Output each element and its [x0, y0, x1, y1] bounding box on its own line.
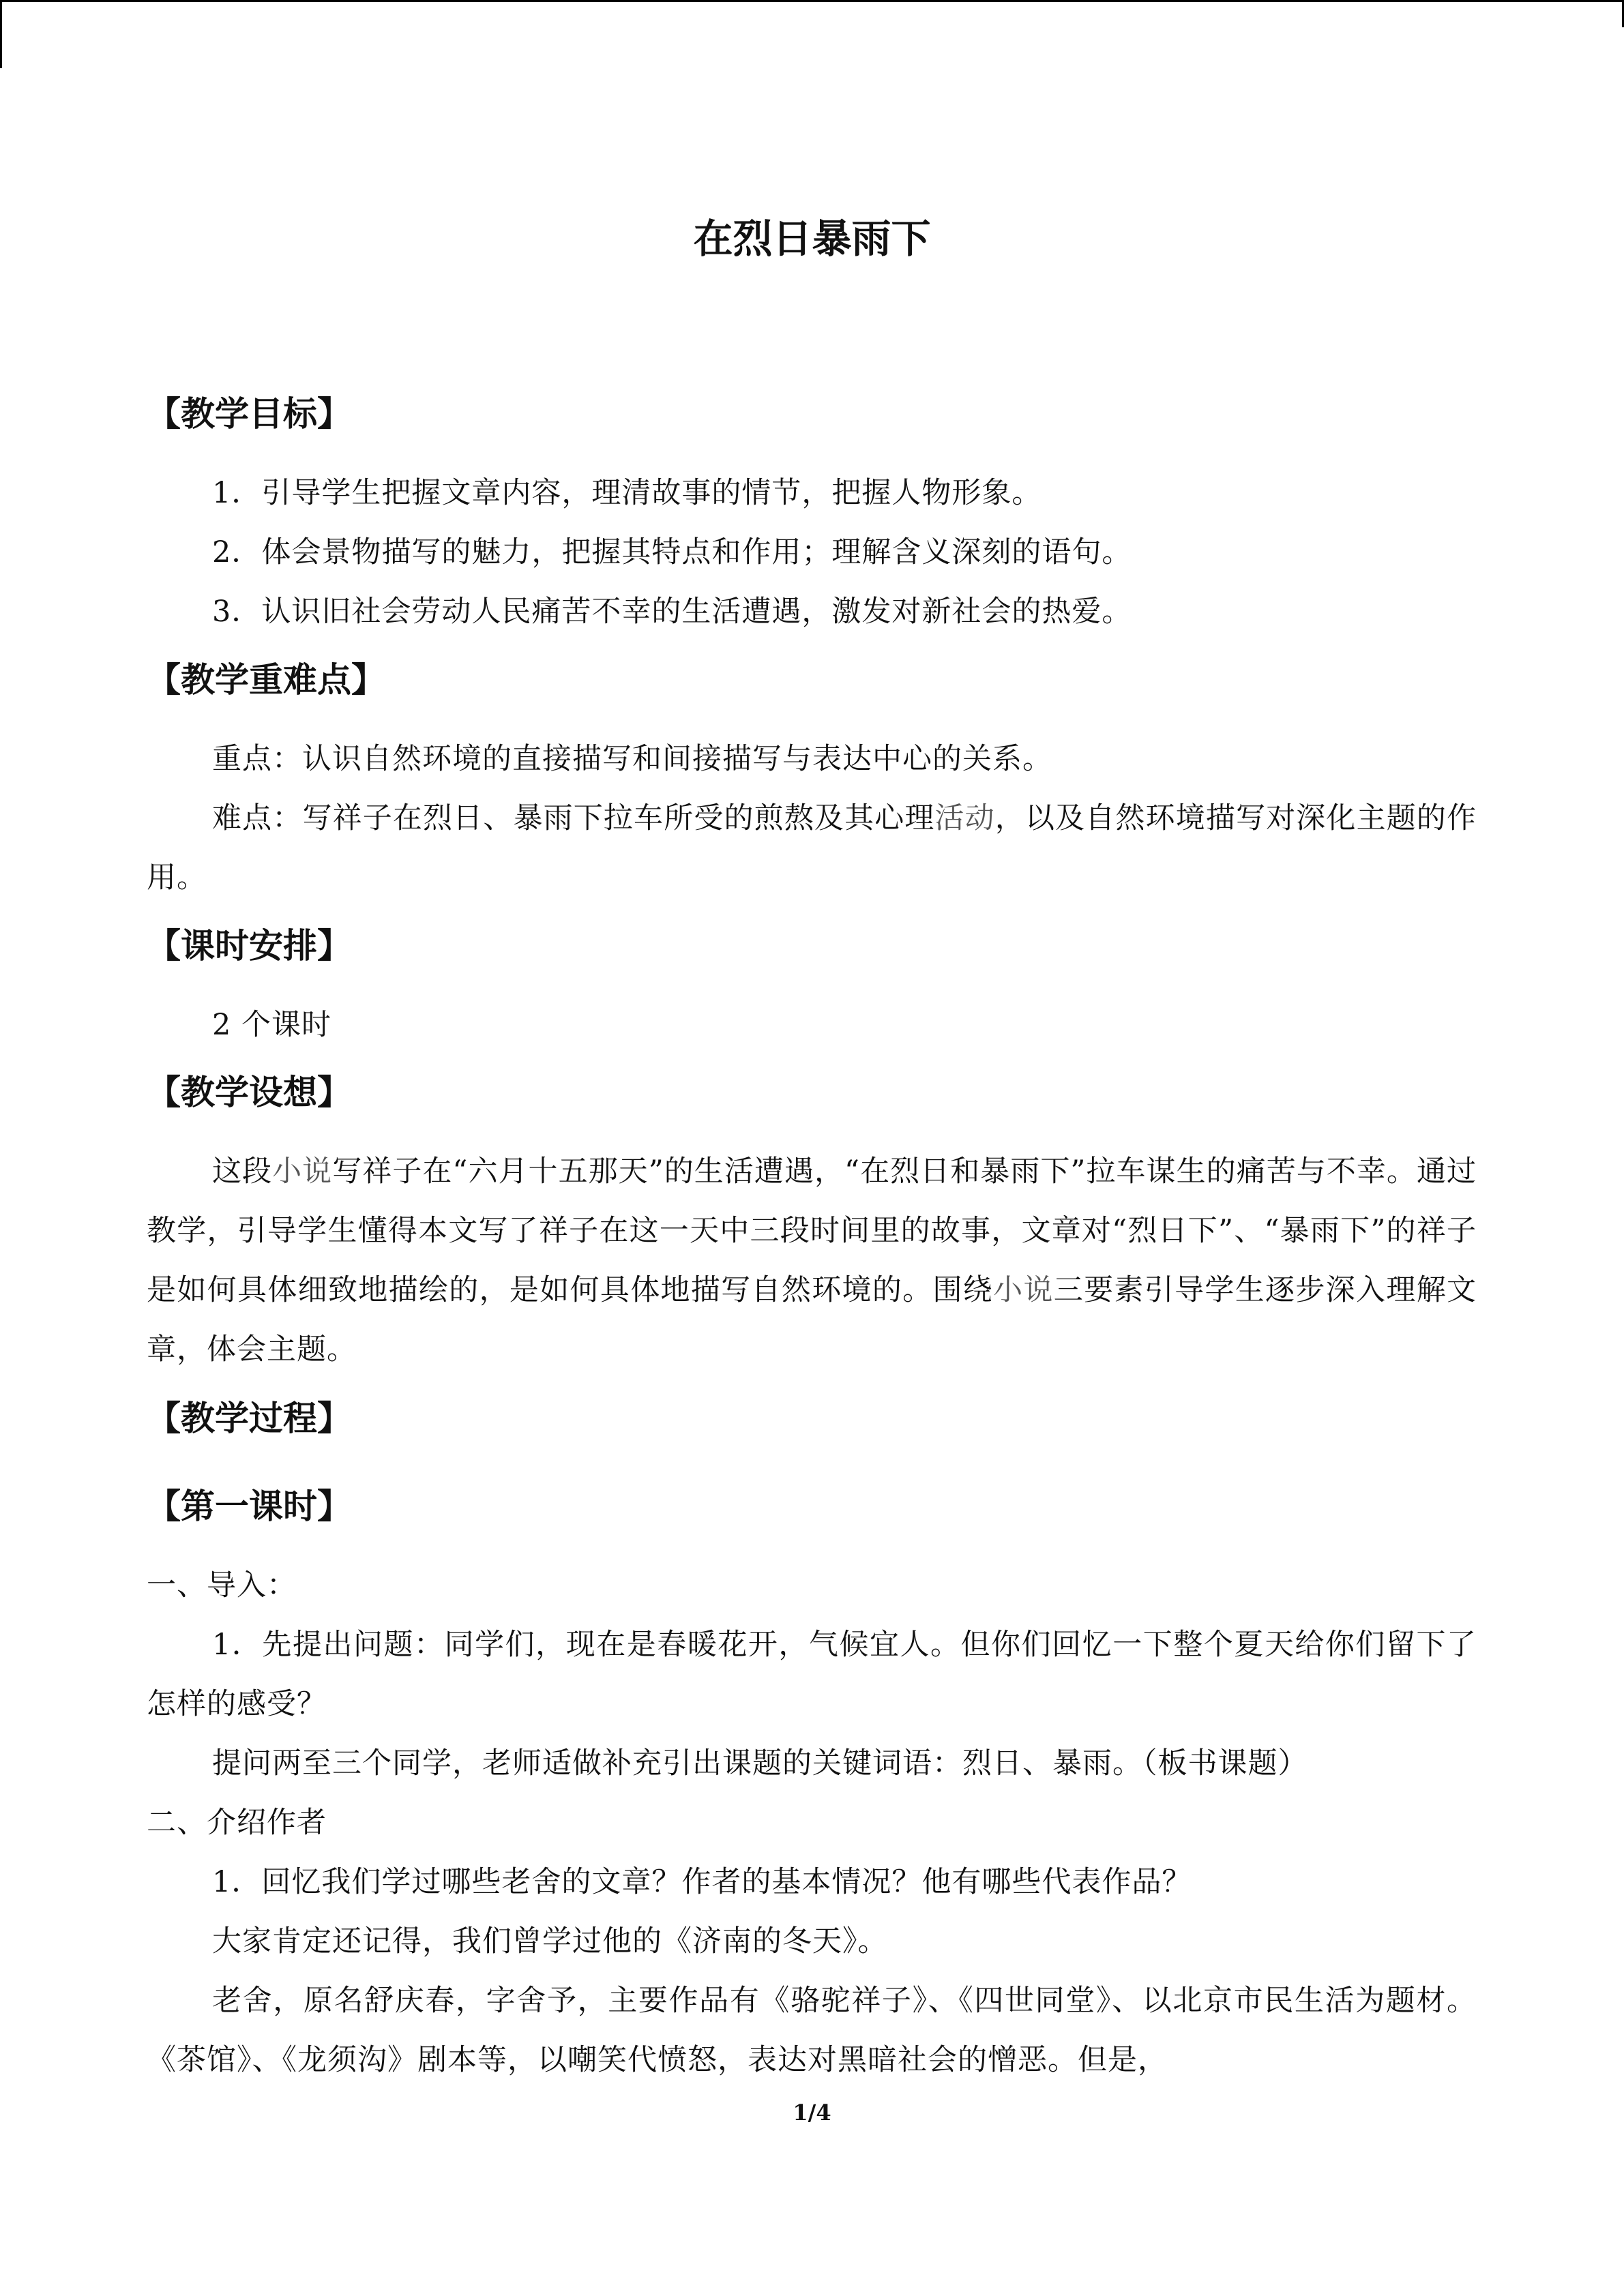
- activity-link[interactable]: 活动: [934, 801, 995, 835]
- author-title: 二、介绍作者: [147, 1806, 327, 1840]
- concept-text-2: 写祥子在“六月十五那天”的生活遭遇，“在烈日和暴雨下”拉车谋生的痛苦与不幸。通过教学，引导学生懂得本文写了祥子在这一天中三段时间里的故事，文章对“烈日下”、“暴雨下”的祥子是如何具体细致地描绘的，是如何具体地描写自然环境的。围绕: [147, 1154, 1477, 1307]
- page-border-top: [0, 0, 1624, 2]
- goal-item-2: 2．体会景物描写的魅力，把握其特点和作用；理解含义深刻的语句。: [212, 535, 1132, 569]
- difficulty-text-end: ，以及自然环境描写对深化主题的作用。: [147, 801, 1477, 895]
- author-recall: 大家肯定还记得，我们曾学过他的《济南的冬天》。: [212, 1924, 888, 1958]
- heading-first-lesson: 【第一课时】: [147, 1487, 351, 1526]
- heading-key-points: 【教学重难点】: [147, 660, 385, 700]
- heading-teaching-goals: 【教学目标】: [147, 394, 351, 434]
- intro-title: 一、导入：: [147, 1568, 297, 1602]
- goal-item-1: 1．引导学生把握文章内容，理清故事的情节，把握人物形象。: [212, 476, 1042, 510]
- author-bio: 老舍，原名舒庆春，字舍予，主要作品有《骆驼祥子》、《四世同堂》、以北京市民生活为题材。《茶馆》、《龙须沟》剧本等，以嘲笑代愤怒，表达对黑暗社会的憎恶。但是，: [147, 1984, 1477, 2077]
- heading-teaching-process: 【教学过程】: [147, 1399, 351, 1438]
- concept-text-3: 三要素引导学生逐步深入理解文章，体会主题。: [147, 1273, 1477, 1367]
- page-border-left: [0, 0, 2, 68]
- author-question: 1．回忆我们学过哪些老舍的文章？作者的基本情况？他有哪些代表作品？: [212, 1865, 1192, 1899]
- document-title: 在烈日暴雨下: [693, 215, 931, 262]
- page-number: 1/4: [793, 2100, 831, 2126]
- intro-question: 1．先提出问题：同学们，现在是春暖花开，气候宜人。但你们回忆一下整个夏天给你们留下了怎样的感受？: [147, 1628, 1477, 1721]
- heading-teaching-concept: 【教学设想】: [147, 1073, 351, 1112]
- novel-link-1[interactable]: 小说: [272, 1154, 333, 1189]
- key-focus: 重点：认识自然环境的直接描写和间接描写与表达中心的关系。: [212, 742, 1052, 776]
- difficulty-text-start: 难点：写祥子在烈日、暴雨下拉车所受的煎熬及其心理: [212, 801, 935, 835]
- goal-item-3: 3．认识旧社会劳动人民痛苦不幸的生活遭遇，激发对新社会的热爱。: [212, 595, 1132, 629]
- intro-note: 提问两至三个同学，老师适做补充引出课题的关键词语：烈日、暴雨。（板书课题）: [212, 1746, 1308, 1780]
- key-difficulty: [147, 789, 1477, 908]
- schedule-text: 2 个课时: [212, 1008, 332, 1042]
- concept-text-1: 这段: [212, 1154, 273, 1189]
- concept-paragraph: [147, 1142, 1477, 1380]
- heading-schedule: 【课时安排】: [147, 926, 351, 966]
- novel-link-2[interactable]: 小说: [993, 1273, 1054, 1307]
